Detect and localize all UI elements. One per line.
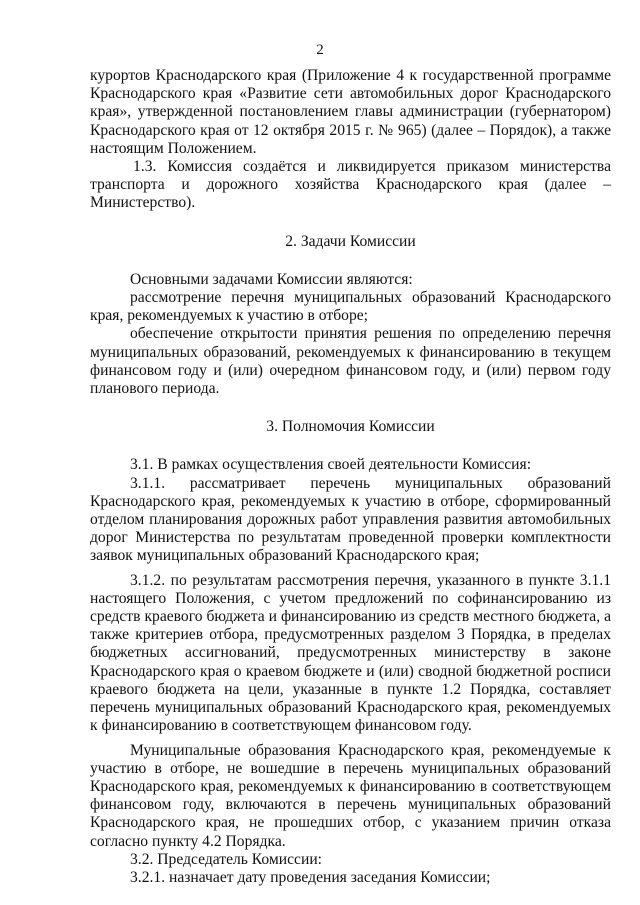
- paragraph-excluded-municipalities: Муниципальные образования Краснодарского края, рекомендуемые к участию в отборе, не вошедшие в перечень муниципальных образований Краснодарского края, рекомендуемых к финансированию в соответствующем финансовом году, включаются в перечень муниципальных образований Краснодарского края, не прошедших отбор, с указанием причин отказа согласно пункту 4.2 Порядка.: [90, 741, 611, 850]
- paragraph-3-1: 3.1. В рамках осуществления своей деятельности Комиссия:: [130, 456, 532, 474]
- paragraph-procedure-reference: курортов Краснодарского края (Приложение 4 к государственной программе Краснодарского края «Развитие сети автомобильных дорог Краснодарского края», утвержденной постановлением главы администрации (губернатором) Краснодарского края от 12 октября 2015 г. № 965) (далее – Порядок), а также настоящим Положением.: [90, 67, 611, 157]
- section-heading-2: 2. Задачи Комиссии: [285, 232, 416, 250]
- paragraph-tasks-intro: Основными задачами Комиссии являются:: [130, 270, 413, 288]
- paragraph-1-3: 1.3. Комиссия создаётся и ликвидируется приказом министерства транспорта и дорожного хозяйства Краснодарского края (далее – Министерство).: [90, 158, 611, 212]
- paragraph-3-2: 3.2. Председатель Комиссии:: [130, 850, 323, 868]
- paragraph-3-1-2: 3.1.2. по результатам рассмотрения перечня, указанного в пункте 3.1.1 настоящего Положения, с учетом предложений по софинансированию из средств краевого бюджета и финансированию из средств местного бюджета, а также критериев отбора, предусмотренных разделом 3 Порядка, в пределах бюджетных ассигнований, предусмотренных министерству в законе Краснодарского края о краевом бюджете и (или) сводной бюджетной росписи краевого бюджета на цели, указанные в пункте 1.2 Порядка, составляет перечень муниципальных образований Краснодарского края, рекомендуемых к финансированию в соответствующем финансовом году.: [90, 571, 611, 735]
- paragraph-task-review: рассмотрение перечня муниципальных образований Краснодарского края, рекомендуемых к участию в отборе;: [90, 289, 611, 325]
- paragraph-3-1-1: 3.1.1. рассматривает перечень муниципальных образований Краснодарского края, рекомендуемых к участию в отборе, сформированный отделом планирования дорожных работ управления развития автомобильных дорог Министерства по результатам проведенной проверки комплектности заявок муниципальных образований Краснодарского края;: [90, 474, 611, 565]
- section-heading-3: 3. Полномочия Комиссии: [266, 418, 435, 436]
- page-number: 2: [316, 42, 324, 58]
- paragraph-task-transparency: обеспечение открытости принятия решения по определению перечня муниципальных образований, рекомендуемых к финансированию в текущем финансовом году и (или) очередном финансовом году, и (или) первом году планового периода.: [90, 325, 611, 398]
- paragraph-3-2-1: 3.2.1. назначает дату проведения заседания Комиссии;: [130, 868, 491, 886]
- document-body: [90, 67, 611, 887]
